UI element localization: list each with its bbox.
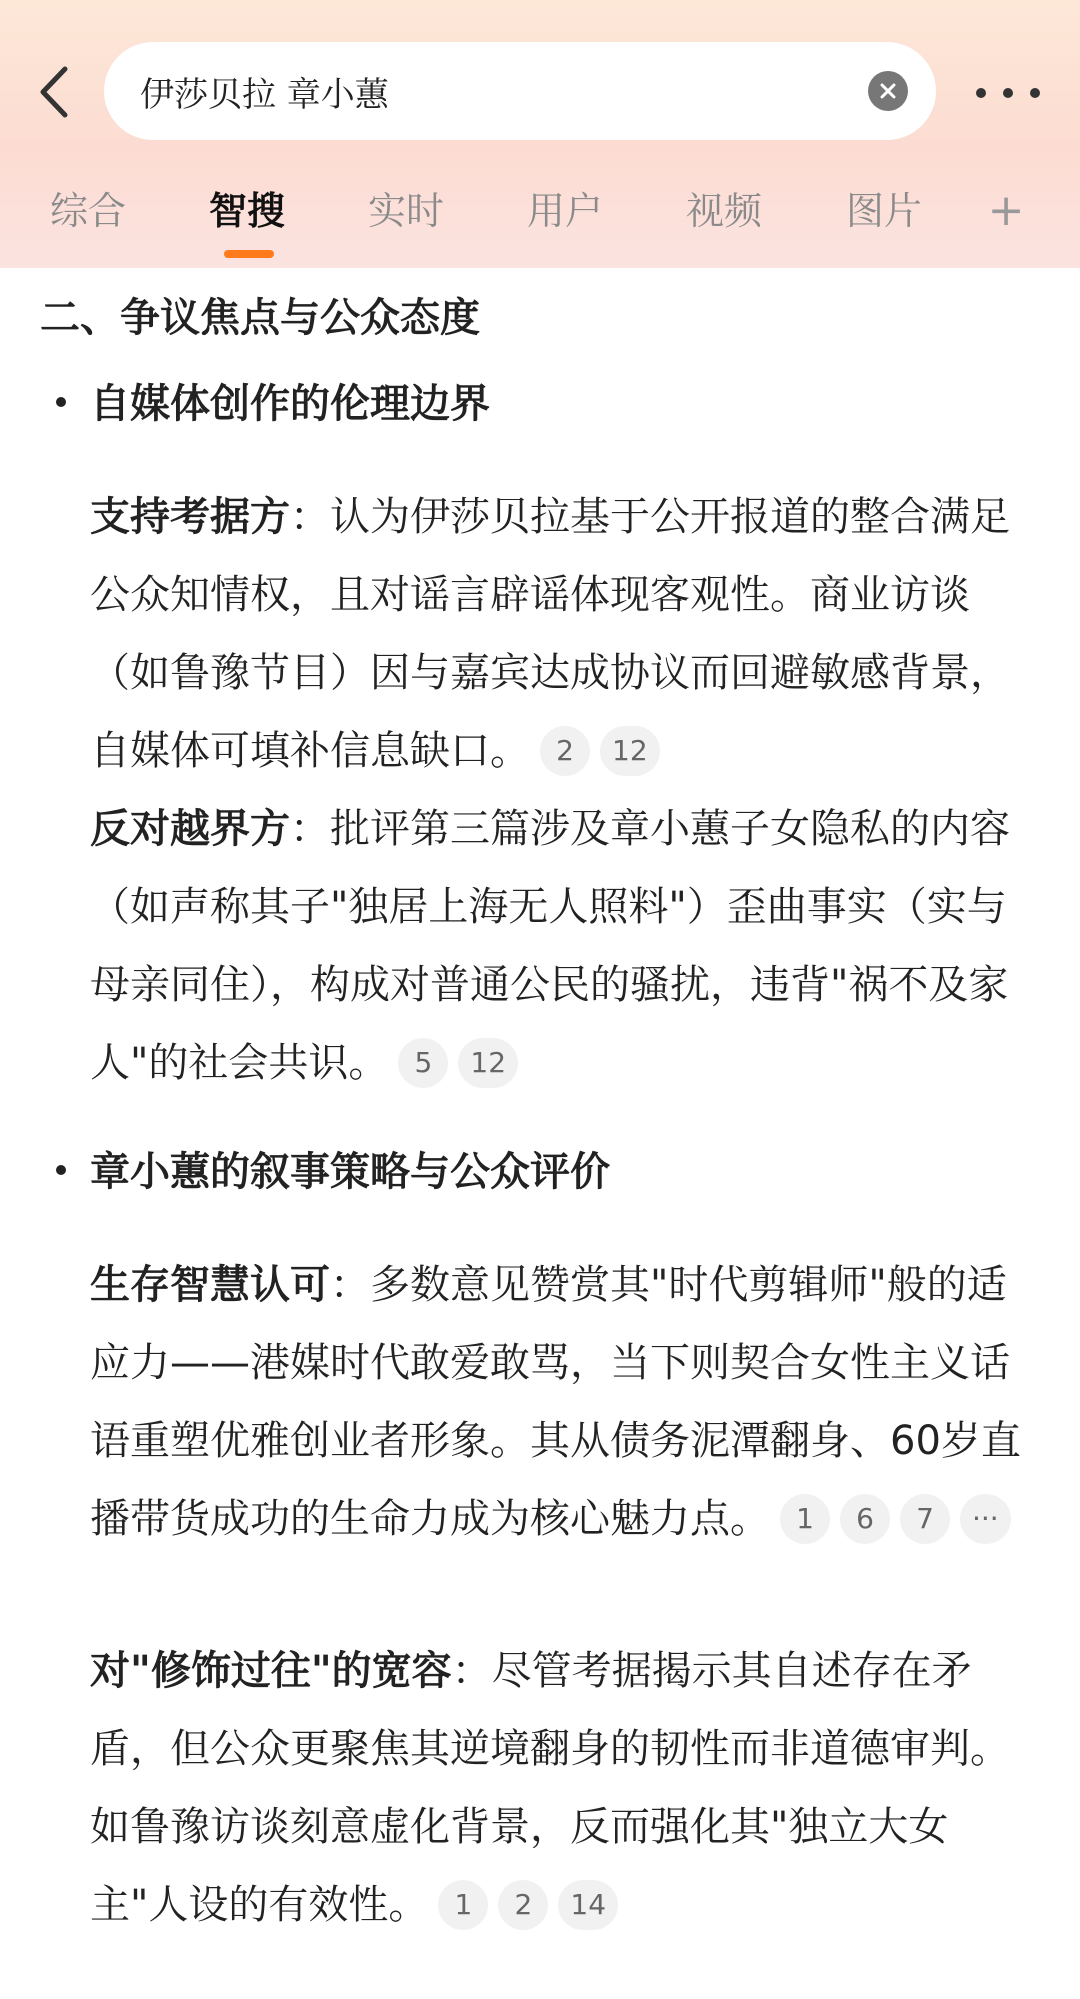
paragraph-text: ：认为伊莎贝拉基于公开报道的整合满足公众知情权，且对谣言辟谣体现客观性。商业访谈（如鲁豫节目）因与嘉宾达成协议而回避敏感背景，自媒体可填补信息缺口。 xyxy=(90,494,1010,774)
citation-badge[interactable]: 2 xyxy=(540,726,590,776)
citation-badge[interactable]: 5 xyxy=(398,1038,448,1088)
tab-users[interactable]: 用户 xyxy=(527,189,604,233)
bullet-heading xyxy=(56,372,490,429)
top-header xyxy=(0,0,1080,268)
tab-videos[interactable]: 视频 xyxy=(686,189,763,233)
tab-images[interactable]: 图片 xyxy=(846,189,923,233)
bullet-heading xyxy=(56,1140,610,1197)
paragraph-support xyxy=(90,478,1030,790)
active-tab-indicator xyxy=(224,250,274,258)
more-dots-icon xyxy=(1030,88,1040,98)
tab-realtime[interactable]: 实时 xyxy=(368,189,445,233)
add-tab-button[interactable]: + xyxy=(987,185,1025,236)
paragraph-text: ：批评第三篇涉及章小蕙子女隐私的内容（如声称其子"独居上海无人照料"）歪曲事实（实与母亲同住），构成对普通公民的骚扰，违背"祸不及家人"的社会共识。 xyxy=(90,806,1010,1086)
bullet-icon xyxy=(56,1165,66,1175)
more-dots-icon xyxy=(1003,88,1013,98)
paragraph-tolerance xyxy=(90,1632,1030,1944)
citation-badge[interactable]: 2 xyxy=(498,1880,548,1930)
paragraph-label: 对"修饰过往"的宽容 xyxy=(90,1648,452,1694)
clear-x-icon xyxy=(879,82,897,100)
more-citations-button[interactable]: ··· xyxy=(960,1494,1011,1544)
paragraph-oppose xyxy=(90,790,1030,1102)
bullet-heading-text: 章小蕙的叙事策略与公众评价 xyxy=(90,1149,610,1195)
back-button[interactable] xyxy=(26,58,82,126)
paragraph-text: ：多数意见赞赏其"时代剪辑师"般的适应力——港媒时代敢爱敢骂，当下则契合女性主义话语重塑优雅创业者形象。其从债务泥潭翻身、60岁直播带货成功的生命力成为核心魅力点。 xyxy=(90,1262,1021,1542)
chevron-left-icon xyxy=(37,65,71,119)
citation-badge[interactable]: 12 xyxy=(458,1038,518,1088)
citation-badge[interactable]: 7 xyxy=(900,1494,950,1544)
paragraph-label: 生存智慧认可 xyxy=(90,1262,330,1308)
paragraph-text: ：尽管考据揭示其自述存在矛盾，但公众更聚焦其逆境翻身的韧性而非道德审判。如鲁豫访谈刻意虚化背景，反而强化其"独立大女主"人设的有效性。 xyxy=(90,1648,1010,1928)
citation-badge[interactable]: 14 xyxy=(558,1880,618,1930)
answer-content xyxy=(0,268,1080,1999)
more-options-button[interactable] xyxy=(968,76,1048,110)
citation-badge[interactable]: 1 xyxy=(780,1494,830,1544)
clear-search-button[interactable] xyxy=(868,71,908,111)
search-query-text[interactable]: 伊莎贝拉 章小蕙 xyxy=(140,74,389,115)
paragraph-label: 反对越界方 xyxy=(90,806,290,852)
search-input[interactable] xyxy=(104,42,936,140)
citation-badge[interactable]: 12 xyxy=(600,726,660,776)
citation-badge[interactable]: 1 xyxy=(438,1880,488,1930)
search-tabs xyxy=(0,176,1080,256)
paragraph-survival-wisdom xyxy=(90,1246,1030,1558)
paragraph-label: 支持考据方 xyxy=(90,494,290,540)
tab-comprehensive[interactable]: 综合 xyxy=(50,189,127,233)
bullet-heading-text: 自媒体创作的伦理边界 xyxy=(90,381,490,427)
citation-badge[interactable]: 6 xyxy=(840,1494,890,1544)
section-title: 二、争议焦点与公众态度 xyxy=(40,295,480,341)
bullet-icon xyxy=(56,397,66,407)
more-dots-icon xyxy=(976,88,986,98)
tab-smart-search[interactable]: 智搜 xyxy=(209,189,286,233)
